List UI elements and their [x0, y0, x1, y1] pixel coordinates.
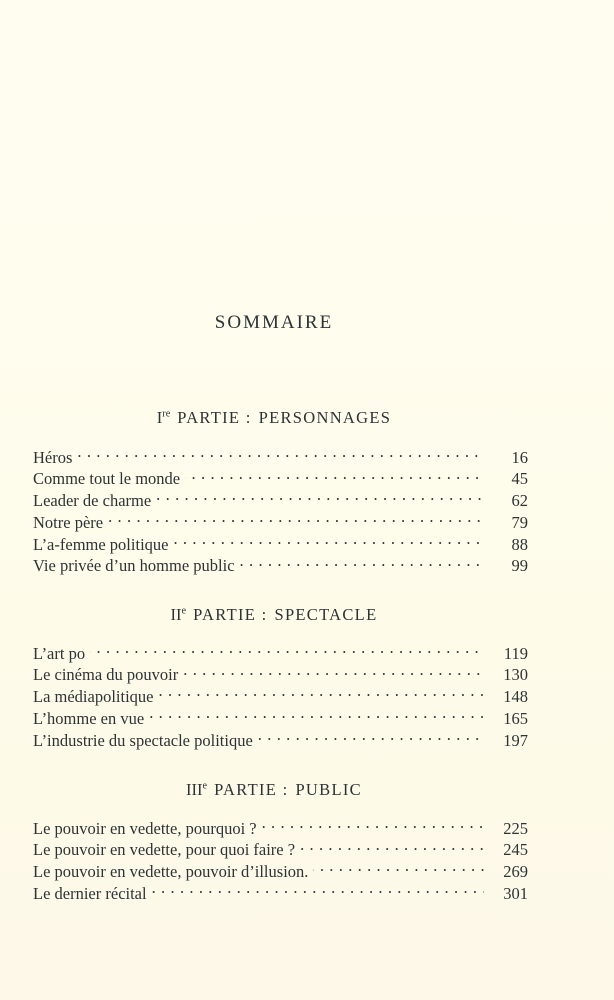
dot-leader [258, 729, 484, 746]
entry-page-number: 99 [511, 556, 528, 576]
entry-title: L’homme en vue [33, 708, 145, 728]
part-heading-1 [0, 408, 548, 428]
part-word: PARTIE [193, 605, 257, 624]
entry-page-number: 245 [503, 840, 528, 860]
dot-leader [108, 511, 484, 528]
entry-list-1 [0, 446, 614, 577]
entry-page-number: 148 [503, 687, 528, 707]
toc-entry[interactable] [33, 664, 528, 686]
toc-entry[interactable] [33, 839, 528, 861]
entry-title: Héros [33, 447, 73, 467]
entry-page-number: 45 [511, 469, 528, 489]
dot-leader [240, 555, 484, 572]
entry-title: Le pouvoir en vedette, pouvoir d’illusion. [33, 862, 309, 882]
entry-page-number: 301 [503, 883, 528, 903]
entry-title: Le pouvoir en vedette, pour quoi faire ? [33, 840, 296, 860]
page-title: SOMMAIRE [214, 312, 334, 333]
part-word: PARTIE [214, 780, 278, 799]
entry-title: Notre père [33, 512, 104, 532]
toc-entry[interactable] [33, 642, 528, 664]
entry-page-number: 119 [503, 643, 528, 663]
dot-leader [159, 686, 484, 703]
part-heading-3 [0, 780, 548, 800]
entry-title: Comme tout le monde [33, 469, 181, 489]
dot-leader [185, 468, 484, 485]
entry-page-number: 225 [503, 818, 528, 838]
dot-leader [77, 446, 484, 463]
toc-entry[interactable] [33, 707, 528, 729]
part-numeral: III [186, 780, 203, 799]
section-part-1 [0, 408, 614, 577]
part-name: PUBLIC [295, 780, 362, 799]
part-word: PARTIE [177, 408, 241, 427]
entry-page-number: 62 [511, 491, 528, 511]
entry-page-number: 165 [503, 708, 528, 728]
entry-page-number: 197 [503, 730, 528, 750]
toc-entry[interactable] [33, 511, 528, 533]
part-heading-2 [0, 605, 548, 625]
entry-page-number: 130 [503, 665, 528, 685]
entry-page-number: 269 [503, 862, 528, 882]
part-ordinal-suffix: re [162, 408, 171, 420]
entry-list-3 [0, 817, 614, 904]
entry-page-number: 79 [511, 512, 528, 532]
dot-leader [149, 707, 484, 724]
dot-leader [173, 533, 484, 550]
entry-title: L’a-femme politique [33, 534, 169, 554]
dot-leader [313, 861, 484, 878]
entry-page-number: 88 [511, 534, 528, 554]
entry-title: Le cinéma du pouvoir [33, 665, 179, 685]
toc-entry[interactable] [33, 533, 528, 555]
section-part-2 [0, 605, 614, 751]
part-ordinal-suffix: e [202, 780, 208, 792]
toc-entry[interactable] [33, 446, 528, 468]
dot-leader [90, 642, 484, 659]
entry-title: Le dernier récital [33, 883, 147, 903]
dot-leader [156, 490, 484, 507]
toc-entry[interactable] [33, 490, 528, 512]
toc-entry[interactable] [33, 729, 528, 751]
part-numeral: II [170, 605, 182, 624]
part-separator: : [245, 408, 252, 427]
entry-title: Leader de charme [33, 491, 152, 511]
entry-title: L’art po [33, 643, 86, 663]
toc-entry[interactable] [33, 861, 528, 883]
part-separator: : [282, 780, 289, 799]
part-numeral: I [156, 408, 163, 427]
part-ordinal-suffix: e [181, 605, 187, 617]
toc-entry[interactable] [33, 686, 528, 708]
toc-entry[interactable] [33, 555, 528, 577]
part-name: PERSONNAGES [258, 408, 392, 427]
toc-entry[interactable] [33, 817, 528, 839]
dot-leader [152, 882, 484, 899]
entry-list-2 [0, 642, 614, 751]
toc-entry[interactable] [33, 468, 528, 490]
entry-title: La médiapolitique [33, 687, 154, 707]
part-name: SPECTACLE [274, 605, 378, 624]
dot-leader [300, 839, 484, 856]
section-part-3 [0, 780, 614, 904]
part-separator: : [261, 605, 268, 624]
entry-title: L’industrie du spectacle politique [33, 730, 253, 750]
dot-leader [183, 664, 484, 681]
dot-leader [262, 817, 484, 834]
entry-title: Le pouvoir en vedette, pourquoi ? [33, 818, 257, 838]
entry-title: Vie privée d’un homme public [33, 556, 235, 576]
toc-entry[interactable] [33, 882, 528, 904]
entry-page-number: 16 [511, 447, 528, 467]
